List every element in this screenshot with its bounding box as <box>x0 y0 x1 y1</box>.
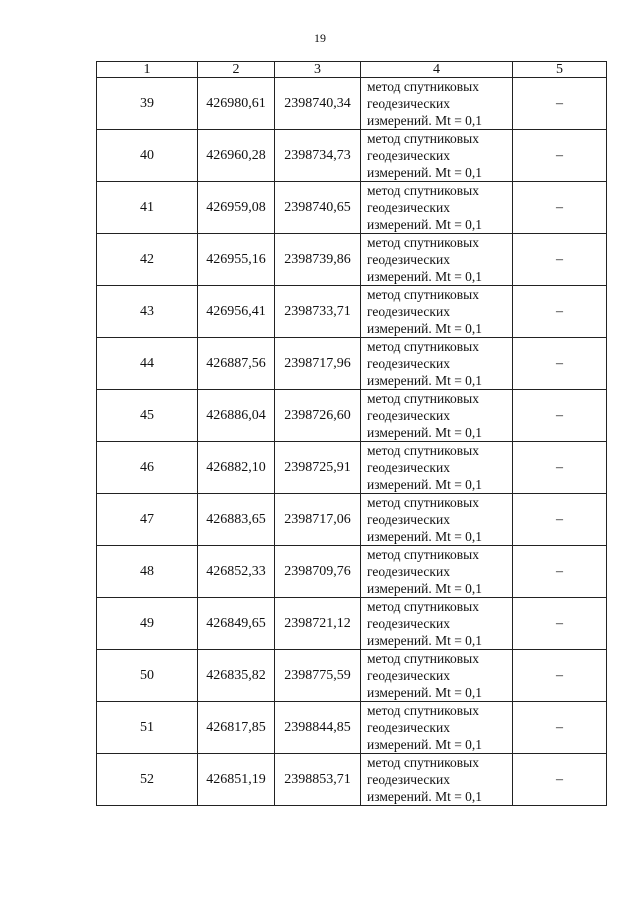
column-header: 5 <box>513 62 607 78</box>
method-cell <box>361 338 513 390</box>
note-cell: – <box>513 390 607 442</box>
method-line: геодезических <box>367 96 450 111</box>
method-line: геодезических <box>367 616 450 631</box>
method-line: геодезических <box>367 252 450 267</box>
method-line: измерений. Mt = 0,1 <box>367 633 483 648</box>
method-line: метод спутниковых <box>367 547 479 562</box>
method-line: измерений. Mt = 0,1 <box>367 113 483 128</box>
point-number-cell: 46 <box>97 442 198 494</box>
method-line: измерений. Mt = 0,1 <box>367 685 483 700</box>
x-coordinate-cell: 426835,82 <box>198 650 275 702</box>
method-line: геодезических <box>367 148 450 163</box>
method-cell <box>361 234 513 286</box>
table-row <box>97 494 607 546</box>
method-line: измерений. Mt = 0,1 <box>367 269 483 284</box>
method-line: геодезических <box>367 512 450 527</box>
table-row <box>97 286 607 338</box>
method-line: метод спутниковых <box>367 391 479 406</box>
method-line: геодезических <box>367 200 450 215</box>
y-coordinate-cell: 2398740,65 <box>275 182 361 234</box>
column-header: 2 <box>198 62 275 78</box>
method-line: геодезических <box>367 564 450 579</box>
y-coordinate-cell: 2398740,34 <box>275 78 361 130</box>
method-line: измерений. Mt = 0,1 <box>367 373 483 388</box>
column-header: 1 <box>97 62 198 78</box>
method-line: измерений. Mt = 0,1 <box>367 321 483 336</box>
table-row <box>97 546 607 598</box>
method-cell <box>361 182 513 234</box>
point-number-cell: 49 <box>97 598 198 650</box>
point-number-cell: 48 <box>97 546 198 598</box>
note-cell: – <box>513 130 607 182</box>
table-row <box>97 390 607 442</box>
method-line: метод спутниковых <box>367 599 479 614</box>
method-cell <box>361 390 513 442</box>
y-coordinate-cell: 2398733,71 <box>275 286 361 338</box>
point-number-cell: 39 <box>97 78 198 130</box>
method-line: метод спутниковых <box>367 79 479 94</box>
note-cell: – <box>513 286 607 338</box>
table-body <box>97 78 607 806</box>
method-cell <box>361 546 513 598</box>
method-line: геодезических <box>367 772 450 787</box>
method-line: измерений. Mt = 0,1 <box>367 165 483 180</box>
method-line: измерений. Mt = 0,1 <box>367 581 483 596</box>
note-cell: – <box>513 442 607 494</box>
y-coordinate-cell: 2398709,76 <box>275 546 361 598</box>
method-line: геодезических <box>367 460 450 475</box>
point-number-cell: 47 <box>97 494 198 546</box>
method-line: геодезических <box>367 408 450 423</box>
table-row <box>97 78 607 130</box>
point-number-cell: 44 <box>97 338 198 390</box>
table-row <box>97 702 607 754</box>
table-row <box>97 130 607 182</box>
method-line: геодезических <box>367 668 450 683</box>
x-coordinate-cell: 426852,33 <box>198 546 275 598</box>
method-line: метод спутниковых <box>367 651 479 666</box>
y-coordinate-cell: 2398775,59 <box>275 650 361 702</box>
x-coordinate-cell: 426980,61 <box>198 78 275 130</box>
method-line: метод спутниковых <box>367 235 479 250</box>
table-row <box>97 598 607 650</box>
table-row <box>97 650 607 702</box>
method-line: измерений. Mt = 0,1 <box>367 217 483 232</box>
point-number-cell: 43 <box>97 286 198 338</box>
method-line: метод спутниковых <box>367 495 479 510</box>
table-row <box>97 234 607 286</box>
method-line: метод спутниковых <box>367 287 479 302</box>
method-line: измерений. Mt = 0,1 <box>367 425 483 440</box>
note-cell: – <box>513 182 607 234</box>
point-number-cell: 41 <box>97 182 198 234</box>
y-coordinate-cell: 2398721,12 <box>275 598 361 650</box>
table-row <box>97 754 607 806</box>
method-line: измерений. Mt = 0,1 <box>367 477 483 492</box>
point-number-cell: 51 <box>97 702 198 754</box>
method-cell <box>361 78 513 130</box>
table-row <box>97 182 607 234</box>
note-cell: – <box>513 234 607 286</box>
x-coordinate-cell: 426851,19 <box>198 754 275 806</box>
method-line: метод спутниковых <box>367 443 479 458</box>
method-line: метод спутниковых <box>367 183 479 198</box>
note-cell: – <box>513 598 607 650</box>
note-cell: – <box>513 546 607 598</box>
y-coordinate-cell: 2398853,71 <box>275 754 361 806</box>
column-header: 3 <box>275 62 361 78</box>
page-number: 19 <box>314 31 326 45</box>
method-cell <box>361 650 513 702</box>
note-cell: – <box>513 754 607 806</box>
point-number-cell: 50 <box>97 650 198 702</box>
method-line: метод спутниковых <box>367 131 479 146</box>
point-number-cell: 45 <box>97 390 198 442</box>
method-cell <box>361 702 513 754</box>
method-line: метод спутниковых <box>367 703 479 718</box>
point-number-cell: 42 <box>97 234 198 286</box>
x-coordinate-cell: 426959,08 <box>198 182 275 234</box>
y-coordinate-cell: 2398726,60 <box>275 390 361 442</box>
x-coordinate-cell: 426956,41 <box>198 286 275 338</box>
method-line: измерений. Mt = 0,1 <box>367 737 483 752</box>
x-coordinate-cell: 426849,65 <box>198 598 275 650</box>
x-coordinate-cell: 426886,04 <box>198 390 275 442</box>
method-cell <box>361 442 513 494</box>
x-coordinate-cell: 426955,16 <box>198 234 275 286</box>
note-cell: – <box>513 338 607 390</box>
point-number-cell: 52 <box>97 754 198 806</box>
y-coordinate-cell: 2398739,86 <box>275 234 361 286</box>
y-coordinate-cell: 2398844,85 <box>275 702 361 754</box>
method-line: геодезических <box>367 720 450 735</box>
method-cell <box>361 494 513 546</box>
x-coordinate-cell: 426887,56 <box>198 338 275 390</box>
column-header: 4 <box>361 62 513 78</box>
x-coordinate-cell: 426817,85 <box>198 702 275 754</box>
method-cell <box>361 754 513 806</box>
table-row <box>97 442 607 494</box>
method-cell <box>361 598 513 650</box>
note-cell: – <box>513 494 607 546</box>
method-line: измерений. Mt = 0,1 <box>367 529 483 544</box>
y-coordinate-cell: 2398734,73 <box>275 130 361 182</box>
y-coordinate-cell: 2398725,91 <box>275 442 361 494</box>
x-coordinate-cell: 426883,65 <box>198 494 275 546</box>
table-header-row <box>97 62 607 78</box>
method-cell <box>361 130 513 182</box>
y-coordinate-cell: 2398717,96 <box>275 338 361 390</box>
method-line: метод спутниковых <box>367 339 479 354</box>
method-line: геодезических <box>367 356 450 371</box>
table-row <box>97 338 607 390</box>
x-coordinate-cell: 426960,28 <box>198 130 275 182</box>
x-coordinate-cell: 426882,10 <box>198 442 275 494</box>
method-line: геодезических <box>367 304 450 319</box>
note-cell: – <box>513 702 607 754</box>
note-cell: – <box>513 78 607 130</box>
coordinates-table <box>96 61 607 806</box>
point-number-cell: 40 <box>97 130 198 182</box>
y-coordinate-cell: 2398717,06 <box>275 494 361 546</box>
method-line: измерений. Mt = 0,1 <box>367 789 483 804</box>
method-cell <box>361 286 513 338</box>
note-cell: – <box>513 650 607 702</box>
method-line: метод спутниковых <box>367 755 479 770</box>
